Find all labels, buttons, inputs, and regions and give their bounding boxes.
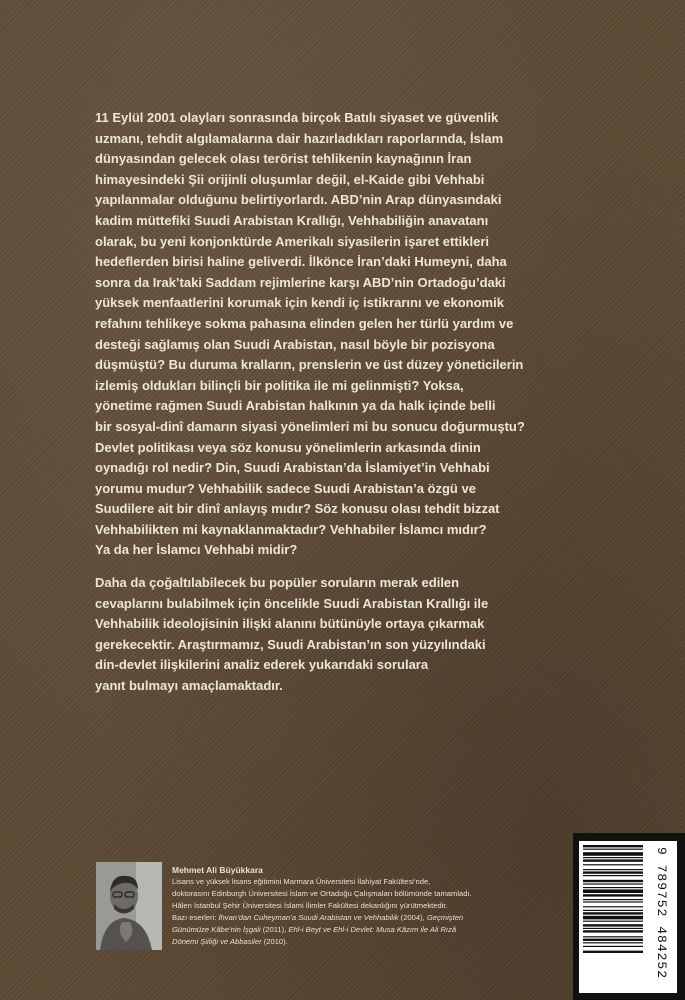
text-line: yapılanmalar olduğunu belirtiyorlardı. ABD’nin Arap dünyasındaki [95,192,502,208]
barcode-bar [583,849,643,850]
text-line: kadim müttefiki Suudi Arabistan Krallığı, Vehhabiliğin anavatanı [95,212,489,228]
work-title: Geçmişten [426,912,464,922]
barcode-bar [583,880,643,882]
text-line: Suudilere ait bir dinî anlayış mıdır? Söz konusu olası tehdit bizzat [95,501,500,517]
author-photo [96,862,162,950]
text-line: himayesindeki Şii orijinli oluşumlar değil, el-Kaide gibi Vehhabi [95,171,485,187]
barcode-bar [583,939,643,941]
text-line: Vehhabilikten mi kaynaklanmaktadır? Vehhabiler İslamcı mıdır? [95,521,487,537]
text-line: düşmüştü? Bu duruma kralların, prenslerin ve üst düzey yöneticilerin [95,357,524,373]
text-line: refahını tehlikeye sokma pahasına elinden gelen her türlü yardım ve [95,315,514,331]
work-year: (2010). [261,936,288,946]
text-line: 11 Eylül 2001 olayları sonrasında birçok Batılı siyaset ve güvenlik [95,110,499,125]
barcode-label [579,841,677,993]
author-bio-line: Hâlen İstanbul Şehir Üniversitesi İslami İlimler Fakültesi dekanlığını yürütmektedir. [172,900,448,910]
text-line: Vehhabilik ideolojisinin ilişki alanını bütünüyle ortaya çıkarmak [95,616,485,632]
text-line: Daha da çoğaltılabilecek bu popüler soruların merak edilen [95,575,460,590]
author-bio-line: Lisans ve yüksek lisans eğitimini Marmara Üniversitesi İlahiyat Fakültesi’nde, [172,877,431,886]
barcode-bar [583,916,643,920]
text-line: oynadığı rol nedir? Din, Suudi Arabistan’da İslamiyet’in Vehhabi [95,460,490,476]
work-title: Günümüze Kâbe’nin İşgali [172,924,261,934]
text-line: dünyasından gelecek olası terörist tehlikenin kaynağının İran [95,151,472,167]
text-line: din-devlet ilişkilerini analiz ederek yukarıdaki sorulara [95,657,429,673]
back-cover-paragraph-2 [95,573,488,697]
isbn-number: 9 789752 484252 [654,847,669,980]
barcode-bar [583,910,643,911]
barcode-bar [583,901,643,902]
text-line: olarak, bu yeni konjonktürde Amerikalı siyasilerin işaret ettikleri [95,233,490,249]
barcode-bar [583,857,643,858]
text-line: bir sosyal-dinî damarın siyasi yönelimleri mi bu sonucu doğurmuştu? [95,418,525,434]
barcode-bar [583,951,643,953]
text-line: Devlet politikası veya söz konusu yönelimlerin arkasında dinin [95,439,481,455]
barcode-bar [583,946,643,947]
barcode-bar [583,894,643,896]
text-line: sonra da Irak’taki Saddam rejimlerine karşı ABD’nin Ortadoğu’daki [95,274,506,290]
text-line: Ya da her İslamcı Vehhabi midir? [95,542,298,558]
barcode-bar [583,845,643,847]
author-works-line [172,912,472,924]
work-title: Dönemi Şiiliği ve Abbasiler [172,936,262,946]
works-prefix: Bazı eserleri: [172,912,219,922]
author-works-line [172,924,472,936]
text-line: uzmanı, tehdit algılamalarına dair hazırladıkları raporlarında, İslam [95,130,504,146]
barcode-bar [583,912,643,914]
text-line: yorumu mudur? Vehhabilik sadece Suudi Arabistan’a özgü ve [95,480,476,496]
author-bio [172,864,472,947]
barcode-bar [583,883,643,884]
isbn-barcode [573,833,685,1000]
text-line: yanıt bulmayı amaçlamaktadır. [95,677,283,693]
work-year: (2011), [260,924,289,934]
barcode-bar [583,887,643,888]
barcode-bar [583,875,643,876]
barcode-bar [583,942,643,943]
barcode-bar [583,889,643,893]
barcode-bar [583,864,643,865]
work-title: İhvan’dan Cuheyman’a Suudi Arabistan ve Vehhabilik [218,912,399,922]
barcode-bar [583,852,643,856]
barcode-bar [583,906,643,907]
text-line: yüksek menfaatlerini korumak için kendi iç istikrarını ve ekonomik [95,295,504,311]
barcode-bar [583,921,643,922]
author-name: Mehmet Ali Büyükkara [172,865,263,875]
barcode-bar [583,928,643,929]
barcode-bar [583,924,643,926]
work-title: Ehl-i Beyt ve Ehl-i Devlet: Musa Kâzım ile Ali Rızâ [288,924,457,934]
barcode-bar [583,936,643,937]
barcode-bar [583,859,643,861]
text-line: cevaplarını bulabilmek için öncelikle Suudi Arabistan Krallığı ile [95,595,489,611]
author-bio-line: doktorasını Edinburgh Üniversitesi İslam ve Ortadoğu Çalışmaları bölümünde tamamladı. [172,888,472,898]
work-year: (2004), [398,912,427,922]
barcode-bar [583,869,643,870]
barcode-bar [583,930,643,932]
barcode-bar [583,899,643,900]
text-line: yönetime rağmen Suudi Arabistan halkının ya da halk içinde belli [95,398,496,414]
author-works-line [172,936,472,948]
barcode-bars [579,841,645,993]
barcode-bar [583,871,643,873]
text-line: desteği sağlamış olan Suudi Arabistan, nasıl böyle bir pozisyona [95,336,495,352]
text-line: gerekecektir. Araştırmamız, Suudi Arabistan’ın son yüzyılındaki [95,636,486,652]
text-line: izlemiş oldukları bilinçli bir politika ile mi gelinmişti? Yoksa, [95,377,464,393]
back-cover-paragraph-1 [95,108,525,561]
text-line: hedeflerden birisi haline geliverdi. İlkönce İran’daki Humeyni, daha [95,254,507,270]
